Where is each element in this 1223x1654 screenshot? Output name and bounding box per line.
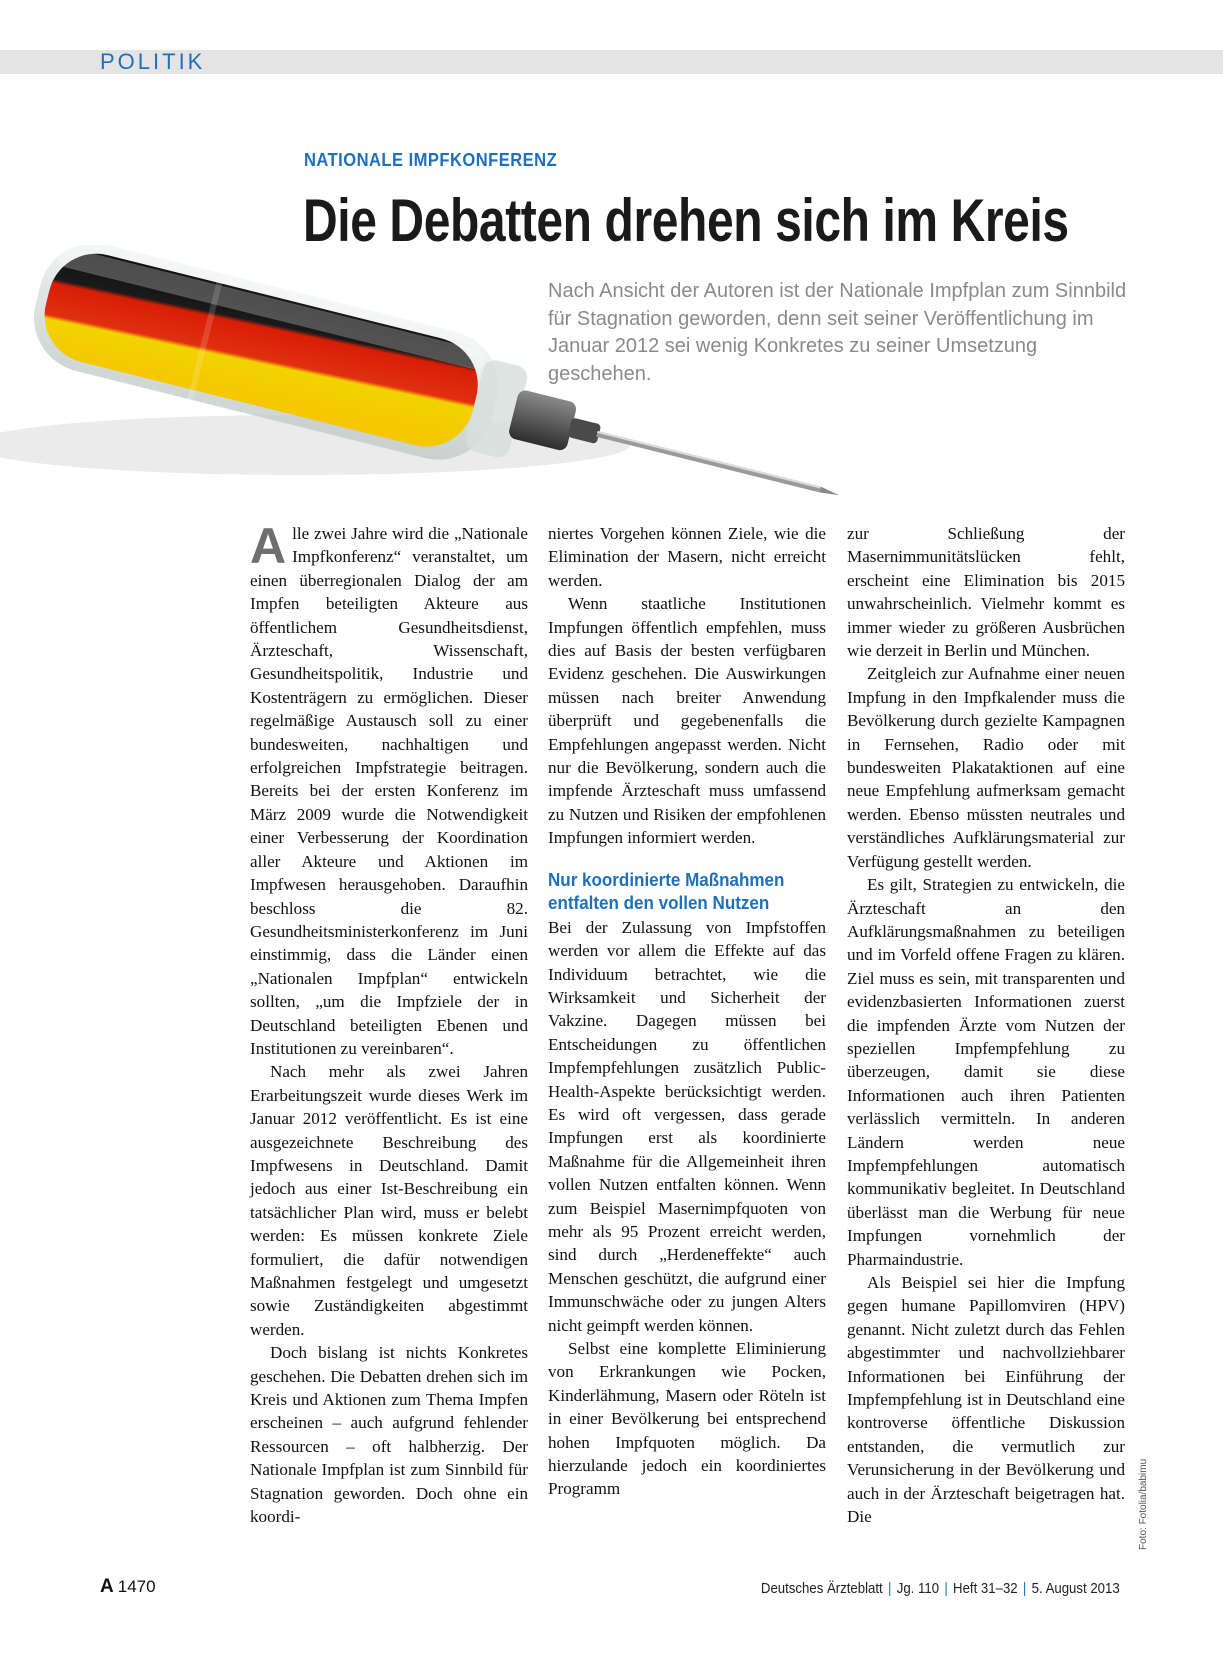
page-number-value: 1470 [117, 1577, 156, 1596]
article-lead: Nach Ansicht der Autoren ist der Nationale Impfplan zum Sinnbild für Stagnation geworden, denn seit seiner Veröffentlichung im Januar 2012 sei wenig Konkretes zu seiner Umsetzung geschehen. [548, 280, 1127, 385]
paragraph: Als Beispiel sei hier die Impfung gegen humane Papillomviren (HPV) genannt. Nicht zuletzt durch das Fehlen abgestimmter und nachvollziehbarer Informationen bei Einführung der Impfempfehlung ist in Deutschland eine kontroverse öffentliche Diskussion entstanden, die vermutlich zur Verunsicherung in der Bevölkerung und auch in der Ärzteschaft beigetragen hat. Die [847, 1273, 1125, 1527]
paragraph: Nach mehr als zwei Jahren Erarbeitungszeit wurde dieses Werk im Januar 2012 veröffentlicht. Es ist eine ausgezeichnete Beschreibung des Impfwesens in Deutschland. Damit jedoch aus einer Ist-Beschreibung ein tatsächlicher Plan wird, muss er belebt werden: Es müssen konkrete Ziele formuliert, die dafür notwendigen Maßnahmen festgelegt und umgesetzt sowie Zuständigkeiten abgestimmt werden. [250, 1062, 528, 1339]
issue: Heft 31–32 [953, 1580, 1018, 1597]
journal-name: Deutsches Ärzteblatt [761, 1580, 884, 1597]
text-column-3 [847, 522, 1125, 1528]
text-column-2 [548, 522, 826, 1501]
text-column-1 [250, 518, 528, 1528]
volume: Jg. 110 [897, 1580, 940, 1597]
page-number [100, 1576, 156, 1598]
subheading: Nur koordinierte Maßnahmen entfalten den vollen Nutzen [548, 868, 785, 913]
paragraph: Selbst eine komplette Eliminierung von Erkrankungen wie Pocken, Kinderlähmung, Masern oder Röteln ist in einer Bevölkerung bei entsprechend hohen Impfquoten möglich. Da hierzulande jedoch ein koordiniertes Programm [548, 1339, 826, 1499]
separator: | [944, 1580, 949, 1597]
separator: | [888, 1580, 892, 1597]
paragraph: Zeitgleich zur Aufnahme einer neuen Impfung in den Impfkalender muss die Bevölkerung durch gezielte Kampagnen in Fernsehen, Radio oder mit bundesweiten Plakataktionen auf eine neue Empfehlung aufmerksam gemacht werden. Ebenso müssten neutrales und verständliches Aufklärungsmaterial zur Verfügung gestellt werden. [847, 664, 1125, 871]
paragraph: Es gilt, Strategien zu entwickeln, die Ärzteschaft an den Aufklärungsmaßnahmen zu beteiligen und im Vorfeld offene Fragen zu klären. Ziel muss es sein, mit transparenten und evidenzbasierten Informationen zuerst die impfenden Ärzte vom Nutzen der speziellen Impfempfehlung zu überzeugen, damit sie diese Informationen auch ihren Patienten verlässlich vermitteln. In anderen Ländern werden neue Impfempfehlungen automatisch kommunikativ begleitet. In Deutschland überlässt man die Werbung für neue Impfungen vornehmlich der Pharmaindustrie. [847, 875, 1125, 1269]
paragraph: Wenn staatliche Institutionen Impfungen öffentlich empfehlen, muss dies auf Basis der besten verfügbaren Evidenz geschehen. Die Auswirkungen müssen nach breiter Anwendung überprüft und gegebenenfalls die Empfehlungen angepasst werden. Nicht nur die Bevölkerung, sondern auch die impfende Ärzteschaft muss umfassend zu Nutzen und Risiken der empfohlenen Impfungen informiert werden. [548, 594, 826, 848]
paragraph: niertes Vorgehen können Ziele, wie die Elimination der Masern, nicht erreicht werden. [548, 524, 826, 590]
photo-credit: Foto: Fotolia/babimu [1138, 1458, 1149, 1550]
footer-meta [761, 1580, 1120, 1597]
separator: | [1023, 1580, 1027, 1597]
section-label: POLITIK [100, 49, 206, 74]
paragraph-text: lle zwei Jahre wird die „Nationale Impfkonferenz“ veranstaltet, um einen überregionalen Dialog der am Impfen beteiligten Akteure aus öffentlichem Gesundheitsdienst, Ärzteschaft, Wissenschaft, Gesundheitspolitik, Industrie und Kostenträgern zu ermöglichen. Dieser regelmäßige Austausch soll zu einer bundesweiten, nachhaltigen und erfolgreichen Impfstrategie beitragen. Bereits bei der ersten Konferenz im März 2009 wurde die Notwendigkeit einer Verbesserung der Koordination aller Akteure und Aktionen im Impfwesen herausgehoben. Daraufhin beschloss die 82. Gesundheitsministerkonferenz im Juni einstimmig, dass die Länder einen „Nationalen Impfplan“ entwickeln sollten, „um die Impfziele der in Deutschland beteiligten Ebenen und Institutionen zu vereinbaren“. [250, 524, 528, 1058]
paragraph [250, 518, 528, 1060]
paragraph: Bei der Zulassung von Impfstoffen werden vor allem die Effekte auf das Individuum betrachtet, wie die Wirksamkeit und Sicherheit der Vakzine. Dagegen müssen bei Entscheidungen zu öffentlichen Impfempfehlungen zusätzlich Public-Health-Aspekte berücksichtigt werden. Es wird oft vergessen, dass gerade Impfungen erst als koordinierte Maßnahme für die Allgemeinheit ihren vollen Nutzen entfalten können. Wenn zum Beispiel Masernimpfquoten von mehr als 95 Prozent erreicht werden, sind durch „Herdeneffekte“ auch Menschen geschützt, die aufgrund einer Immunschwäche oder zu jungen Alters nicht geimpft werden können. [548, 917, 826, 1335]
article-headline: Die Debatten drehen sich im Kreis [303, 187, 1069, 254]
drop-cap: A [250, 518, 287, 574]
paragraph: Doch bislang ist nichts Konkretes geschehen. Die Debatten drehen sich im Kreis und Aktionen zum Thema Impfen erscheinen – auch aufgrund fehlender Ressourcen – oft halbherzig. Der Nationale Impfplan ist zum Sinnbild für Stagnation geworden. Doch ohne ein koordi- [250, 1343, 528, 1527]
article-kicker: NATIONALE IMPFKONFERENZ [304, 150, 558, 170]
paragraph: zur Schließung der Masernimmunitätslücken fehlt, erscheint eine Elimination bis 2015 unwahrscheinlich. Vielmehr kommt es immer wieder zu größeren Ausbrüchen wie derzeit in Berlin und München. [847, 524, 1125, 661]
page-prefix: A [100, 1576, 114, 1597]
issue-date: 5. August 2013 [1031, 1580, 1120, 1597]
